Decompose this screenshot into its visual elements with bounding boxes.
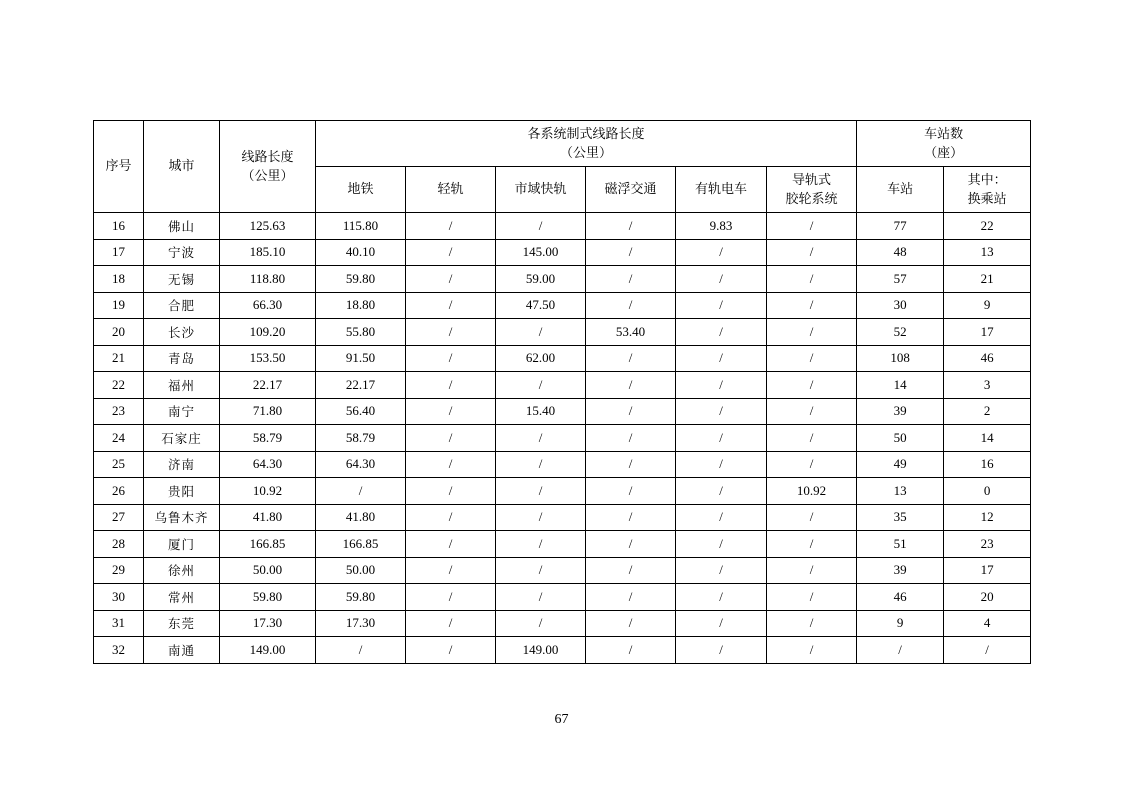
cell-tram: / <box>676 292 767 319</box>
cell-city: 福州 <box>144 372 220 399</box>
cell-suburban: / <box>496 451 586 478</box>
cell-guided: / <box>767 319 857 346</box>
cell-maglev: / <box>586 345 676 372</box>
cell-transfer: 21 <box>944 266 1031 293</box>
cell-light-rail: / <box>406 372 496 399</box>
cell-subway: 64.30 <box>316 451 406 478</box>
cell-stations: 14 <box>857 372 944 399</box>
cell-length: 71.80 <box>220 398 316 425</box>
cell-seq: 20 <box>94 319 144 346</box>
cell-length: 10.92 <box>220 478 316 505</box>
cell-city: 南通 <box>144 637 220 664</box>
cell-subway: 50.00 <box>316 557 406 584</box>
cell-guided: / <box>767 451 857 478</box>
cell-guided: / <box>767 372 857 399</box>
cell-suburban: 149.00 <box>496 637 586 664</box>
cell-subway: 59.80 <box>316 266 406 293</box>
cell-maglev: / <box>586 372 676 399</box>
cell-seq: 31 <box>94 610 144 637</box>
cell-transfer: 22 <box>944 213 1031 240</box>
cell-suburban: / <box>496 425 586 452</box>
cell-seq: 28 <box>94 531 144 558</box>
cell-maglev: / <box>586 478 676 505</box>
cell-guided: / <box>767 557 857 584</box>
header-tram: 有轨电车 <box>676 167 767 213</box>
header-systems-line2: （公里） <box>560 145 613 161</box>
table-row <box>94 345 1031 372</box>
cell-tram: / <box>676 345 767 372</box>
cell-guided: / <box>767 584 857 611</box>
cell-light-rail: / <box>406 451 496 478</box>
cell-city: 长沙 <box>144 319 220 346</box>
cell-tram: / <box>676 319 767 346</box>
cell-maglev: / <box>586 637 676 664</box>
cell-suburban: 47.50 <box>496 292 586 319</box>
cell-length: 17.30 <box>220 610 316 637</box>
header-subway: 地铁 <box>316 167 406 213</box>
cell-city: 常州 <box>144 584 220 611</box>
cell-guided: / <box>767 292 857 319</box>
cell-suburban: / <box>496 478 586 505</box>
cell-maglev: / <box>586 292 676 319</box>
cell-light-rail: / <box>406 637 496 664</box>
header-guided <box>767 167 857 213</box>
table-row <box>94 610 1031 637</box>
cell-transfer: 12 <box>944 504 1031 531</box>
cell-stations: 39 <box>857 398 944 425</box>
cell-stations: 49 <box>857 451 944 478</box>
cell-guided: 10.92 <box>767 478 857 505</box>
table-row <box>94 504 1031 531</box>
cell-transfer: 16 <box>944 451 1031 478</box>
cell-city: 乌鲁木齐 <box>144 504 220 531</box>
cell-maglev: / <box>586 504 676 531</box>
cell-subway: 41.80 <box>316 504 406 531</box>
cell-seq: 30 <box>94 584 144 611</box>
cell-seq: 27 <box>94 504 144 531</box>
cell-city: 青岛 <box>144 345 220 372</box>
cell-seq: 16 <box>94 213 144 240</box>
cell-tram: / <box>676 610 767 637</box>
cell-stations: 9 <box>857 610 944 637</box>
cell-light-rail: / <box>406 504 496 531</box>
header-station: 车站 <box>857 167 944 213</box>
table-row <box>94 425 1031 452</box>
cell-stations: 57 <box>857 266 944 293</box>
cell-city: 济南 <box>144 451 220 478</box>
table-row <box>94 372 1031 399</box>
cell-seq: 25 <box>94 451 144 478</box>
cell-light-rail: / <box>406 345 496 372</box>
cell-subway: 22.17 <box>316 372 406 399</box>
cell-length: 22.17 <box>220 372 316 399</box>
table-row <box>94 239 1031 266</box>
header-guided-line1: 导轨式 <box>792 172 832 188</box>
cell-transfer: 17 <box>944 319 1031 346</box>
header-stations-line1: 车站数 <box>924 126 964 142</box>
cell-maglev: / <box>586 557 676 584</box>
table-row <box>94 531 1031 558</box>
cell-guided: / <box>767 398 857 425</box>
cell-guided: / <box>767 266 857 293</box>
cell-tram: / <box>676 557 767 584</box>
cell-subway: 55.80 <box>316 319 406 346</box>
table-row <box>94 451 1031 478</box>
cell-maglev: / <box>586 451 676 478</box>
cell-tram: / <box>676 451 767 478</box>
cell-tram: / <box>676 398 767 425</box>
header-seq: 序号 <box>94 121 144 213</box>
cell-stations: 30 <box>857 292 944 319</box>
cell-maglev: / <box>586 239 676 266</box>
cell-suburban: / <box>496 610 586 637</box>
cell-transfer: 17 <box>944 557 1031 584</box>
cell-city: 合肥 <box>144 292 220 319</box>
cell-city: 石家庄 <box>144 425 220 452</box>
cell-subway: 58.79 <box>316 425 406 452</box>
cell-light-rail: / <box>406 610 496 637</box>
cell-stations: 35 <box>857 504 944 531</box>
cell-length: 149.00 <box>220 637 316 664</box>
cell-subway: / <box>316 637 406 664</box>
cell-light-rail: / <box>406 584 496 611</box>
table-header <box>94 121 1031 213</box>
cell-stations: 39 <box>857 557 944 584</box>
cell-transfer: 2 <box>944 398 1031 425</box>
cell-subway: 59.80 <box>316 584 406 611</box>
cell-tram: / <box>676 478 767 505</box>
header-light-rail: 轻轨 <box>406 167 496 213</box>
header-length <box>220 121 316 213</box>
table-row <box>94 398 1031 425</box>
cell-maglev: / <box>586 584 676 611</box>
cell-maglev: 53.40 <box>586 319 676 346</box>
cell-transfer: 4 <box>944 610 1031 637</box>
cell-maglev: / <box>586 531 676 558</box>
cell-guided: / <box>767 531 857 558</box>
cell-length: 125.63 <box>220 213 316 240</box>
cell-seq: 19 <box>94 292 144 319</box>
cell-stations: 77 <box>857 213 944 240</box>
cell-suburban: 62.00 <box>496 345 586 372</box>
cell-light-rail: / <box>406 398 496 425</box>
cell-seq: 21 <box>94 345 144 372</box>
cell-light-rail: / <box>406 239 496 266</box>
cell-stations: 50 <box>857 425 944 452</box>
cell-guided: / <box>767 504 857 531</box>
cell-guided: / <box>767 610 857 637</box>
header-stations-line2: （座） <box>924 145 964 161</box>
cell-subway: 18.80 <box>316 292 406 319</box>
cell-transfer: 3 <box>944 372 1031 399</box>
cell-seq: 18 <box>94 266 144 293</box>
header-systems-line1: 各系统制式线路长度 <box>527 126 645 142</box>
cell-tram: / <box>676 425 767 452</box>
cell-maglev: / <box>586 213 676 240</box>
cell-tram: 9.83 <box>676 213 767 240</box>
cell-guided: / <box>767 637 857 664</box>
cell-length: 41.80 <box>220 504 316 531</box>
cell-light-rail: / <box>406 213 496 240</box>
cell-subway: 115.80 <box>316 213 406 240</box>
cell-stations: / <box>857 637 944 664</box>
cell-length: 153.50 <box>220 345 316 372</box>
cell-length: 185.10 <box>220 239 316 266</box>
cell-city: 徐州 <box>144 557 220 584</box>
cell-length: 166.85 <box>220 531 316 558</box>
cell-seq: 29 <box>94 557 144 584</box>
cell-light-rail: / <box>406 266 496 293</box>
cell-guided: / <box>767 345 857 372</box>
cell-maglev: / <box>586 425 676 452</box>
page-number: 67 <box>554 712 569 727</box>
cell-seq: 24 <box>94 425 144 452</box>
header-transfer <box>944 167 1031 213</box>
header-suburban: 市域快轨 <box>496 167 586 213</box>
cell-city: 贵阳 <box>144 478 220 505</box>
cell-tram: / <box>676 531 767 558</box>
cell-suburban: 15.40 <box>496 398 586 425</box>
cell-length: 66.30 <box>220 292 316 319</box>
header-length-line1: 线路长度 <box>241 149 294 165</box>
cell-subway: 56.40 <box>316 398 406 425</box>
cell-transfer: 46 <box>944 345 1031 372</box>
cell-seq: 17 <box>94 239 144 266</box>
header-transfer-line2: 换乘站 <box>967 191 1007 207</box>
cell-suburban: / <box>496 504 586 531</box>
cell-stations: 108 <box>857 345 944 372</box>
cell-suburban: / <box>496 557 586 584</box>
cell-tram: / <box>676 504 767 531</box>
cell-city: 宁波 <box>144 239 220 266</box>
cell-stations: 52 <box>857 319 944 346</box>
cell-guided: / <box>767 425 857 452</box>
cell-tram: / <box>676 637 767 664</box>
cell-seq: 23 <box>94 398 144 425</box>
header-stations-group <box>857 121 1031 167</box>
header-systems <box>316 121 857 167</box>
cell-city: 无锡 <box>144 266 220 293</box>
cell-light-rail: / <box>406 292 496 319</box>
cell-guided: / <box>767 213 857 240</box>
header-length-line2: （公里） <box>241 168 294 184</box>
cell-transfer: 20 <box>944 584 1031 611</box>
table-row <box>94 292 1031 319</box>
cell-transfer: 23 <box>944 531 1031 558</box>
cell-transfer: 13 <box>944 239 1031 266</box>
cell-light-rail: / <box>406 531 496 558</box>
cell-maglev: / <box>586 266 676 293</box>
cell-city: 佛山 <box>144 213 220 240</box>
cell-subway: 40.10 <box>316 239 406 266</box>
cell-light-rail: / <box>406 319 496 346</box>
cell-maglev: / <box>586 610 676 637</box>
table-row <box>94 557 1031 584</box>
table-row <box>94 266 1031 293</box>
cell-tram: / <box>676 239 767 266</box>
header-guided-line2: 胶轮系统 <box>785 191 838 207</box>
cell-suburban: 145.00 <box>496 239 586 266</box>
cell-subway: / <box>316 478 406 505</box>
cell-suburban: / <box>496 372 586 399</box>
cell-light-rail: / <box>406 557 496 584</box>
cell-maglev: / <box>586 398 676 425</box>
cell-seq: 32 <box>94 637 144 664</box>
cell-stations: 13 <box>857 478 944 505</box>
cell-subway: 17.30 <box>316 610 406 637</box>
cell-light-rail: / <box>406 425 496 452</box>
cell-transfer: 0 <box>944 478 1031 505</box>
cell-city: 厦门 <box>144 531 220 558</box>
table-row <box>94 637 1031 664</box>
cell-stations: 48 <box>857 239 944 266</box>
cell-length: 118.80 <box>220 266 316 293</box>
cell-length: 58.79 <box>220 425 316 452</box>
cell-suburban: 59.00 <box>496 266 586 293</box>
cell-city: 东莞 <box>144 610 220 637</box>
cell-guided: / <box>767 239 857 266</box>
cell-tram: / <box>676 266 767 293</box>
cell-length: 50.00 <box>220 557 316 584</box>
cell-tram: / <box>676 584 767 611</box>
cell-subway: 91.50 <box>316 345 406 372</box>
cell-transfer: 14 <box>944 425 1031 452</box>
header-city: 城市 <box>144 121 220 213</box>
cell-light-rail: / <box>406 478 496 505</box>
cell-subway: 166.85 <box>316 531 406 558</box>
cell-transfer: / <box>944 637 1031 664</box>
cell-suburban: / <box>496 531 586 558</box>
table-row <box>94 584 1031 611</box>
cell-city: 南宁 <box>144 398 220 425</box>
cell-suburban: / <box>496 213 586 240</box>
urban-rail-table <box>93 120 1031 664</box>
cell-length: 109.20 <box>220 319 316 346</box>
cell-suburban: / <box>496 584 586 611</box>
table-row <box>94 213 1031 240</box>
cell-length: 59.80 <box>220 584 316 611</box>
table-body <box>94 213 1031 664</box>
cell-transfer: 9 <box>944 292 1031 319</box>
header-maglev: 磁浮交通 <box>586 167 676 213</box>
cell-seq: 22 <box>94 372 144 399</box>
cell-stations: 51 <box>857 531 944 558</box>
table-row <box>94 319 1031 346</box>
cell-stations: 46 <box>857 584 944 611</box>
table-row <box>94 478 1031 505</box>
cell-tram: / <box>676 372 767 399</box>
header-transfer-line1: 其中： <box>967 172 1007 188</box>
cell-length: 64.30 <box>220 451 316 478</box>
cell-seq: 26 <box>94 478 144 505</box>
cell-suburban: / <box>496 319 586 346</box>
